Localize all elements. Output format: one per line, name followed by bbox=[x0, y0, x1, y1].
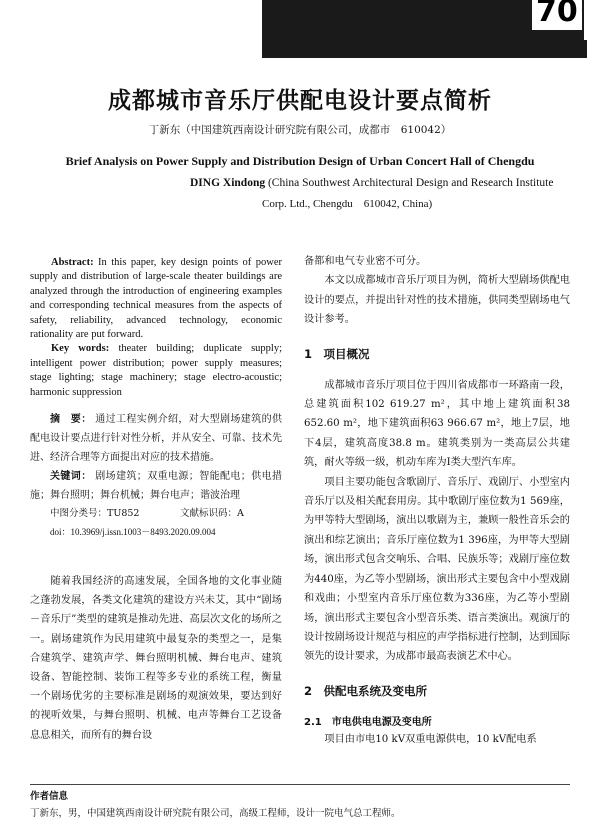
abstract-cn-label: 摘 要： bbox=[50, 414, 92, 426]
abstract-cn-text: 通过工程实例介绍，对大型剧场建筑的供配电设计要点进行针对性分析，并从安全、可靠、技术先进、经济合理等方面提出对应的技术措施。 bbox=[30, 414, 283, 464]
keywords-en-text: theater building; duplicate supply; intelligent power distribution; power supply measures; stage lighting; stage machinery; stage electro-acoustic; harmonic suppression bbox=[30, 343, 283, 398]
abstract-en-label: Abstract: bbox=[51, 257, 94, 268]
doc-code: 文献标识码：A bbox=[180, 508, 244, 520]
abstract-en bbox=[30, 256, 282, 342]
section-2-1-heading: 2.1 市电供电电源及变电所 bbox=[304, 716, 432, 728]
section-1-p2: 项目主要功能包含歌剧厅、音乐厅、戏剧厅、小型室内音乐厅以及相关配套用房。其中歌剧厅座位数为1 569座，为甲等特大型剧场，演出以歌剧为主，兼顾一般性音乐会的演出和综艺演出；音乐厅座位数为1 396座，为甲等大型剧场，演出形式包含交响乐、合唱、民族乐等；戏剧厅座位数为440座，为乙等小型剧场，演出形式主要包含中小型戏剧和戏曲；小型室内音乐厅座位数为336座，为乙等小型剧场，演出形式主要包含小型音乐类、语言类演出。观演厅的设计按剧场设计规范与相应的声学指标进行控制，达到国际领先的设计要求，为成都市最高表演艺术中心。 bbox=[304, 476, 570, 663]
section-2-1-p: 项目由市电10 kV双重电源供电，10 kV配电系 bbox=[324, 733, 537, 745]
abstract-cn bbox=[30, 410, 282, 505]
cont-paragraph: 备都和电气专业密不可分。 bbox=[304, 256, 427, 267]
paper-title-en: Brief Analysis on Power Supply and Distribution Design of Urban Concert Hall of Chengdu bbox=[65, 154, 535, 168]
doi: doi：10.3969/j.issn.1003－8493.2020.09.004 bbox=[50, 527, 216, 538]
keywords-en-label: Key words: bbox=[51, 343, 110, 355]
author-info-label: 作者信息 bbox=[30, 791, 69, 802]
author-cn: 丁新东（中国建筑西南设计研究院有限公司，成都市 610042） bbox=[148, 124, 452, 136]
purpose-paragraph: 本文以成都城市音乐厅项目为例，简析大型剧场供配电设计的要点，并提出针对性的技术措施，供同类型剧场电气设计参考。 bbox=[304, 275, 570, 326]
author-en-affil-2: Corp. Ltd., Chengdu 610042, China) bbox=[262, 198, 433, 210]
class-no: 中图分类号：TU852 bbox=[50, 508, 140, 520]
keywords-cn-label: 关键词： bbox=[50, 471, 92, 483]
section-1-p1: 成都城市音乐厅项目位于四川省成都市一环路南一段，总建筑面积102 619.27 m²，其中地上建筑面积38 652.60 m²，地下建筑面积63 966.67 m²，地上7层，地下4层，建筑高度38.8 m。建筑类别为一类高层公共建筑，耐火等级一级，机动车库为Ⅰ类大型汽车库。 bbox=[304, 379, 570, 469]
footer-divider bbox=[30, 784, 570, 785]
intro-paragraph: 随着我国经济的高速发展，全国各地的文化事业随之蓬勃发展，各类文化建筑的建设方兴未艾，其中“剧场－音乐厅”类型的建筑是推动先进、高层次文化的场所之一。剧场建筑作为民用建筑中最复杂的类型之一，是集合建筑学、建筑声学、舞台照明机械、舞台电声、建筑设备、智能控制、装饰工程等多专业的系统工程，衡量一个剧场优劣的主要标准是剧场的观演效果，要达到好的视听效果，与舞台照明、机械、电声等舞台工艺设备息息相关，而所有的舞台设 bbox=[30, 576, 282, 741]
author-en-name: DING Xindong bbox=[190, 177, 266, 189]
section-1-heading: 1 项目概况 bbox=[304, 346, 370, 361]
author-en-affil-1: (China Southwest Architectural Design and Research Institute bbox=[267, 177, 554, 189]
abstract-en-text: In this paper, key design points of power supply and distribution of large-scale theater buildings are analyzed through the introduction of engineering examples and corresponding technical measures from the aspects of safety, reliability, advanced technology, economic rationality are put forward. bbox=[30, 257, 282, 341]
keywords-cn-text: 剧场建筑；双重电源；智能配电；供电措施；舞台照明；舞台机械；舞台电声；谐波治理 bbox=[30, 471, 283, 502]
left-column bbox=[30, 256, 282, 541]
classification-row bbox=[30, 505, 282, 523]
right-column bbox=[304, 252, 570, 749]
author-info-text: 丁新东，男，中国建筑西南设计研究院有限公司，高级工程师，设计一院电气总工程师。 bbox=[30, 808, 401, 819]
page-number: 70 bbox=[532, 0, 582, 30]
paper-title: 成都城市音乐厅供配电设计要点简析 bbox=[108, 88, 492, 114]
header-tick bbox=[584, 40, 587, 58]
author-en bbox=[190, 177, 553, 189]
section-2-heading: 2 供配电系统及变电所 bbox=[304, 683, 428, 698]
keywords-en bbox=[30, 342, 282, 400]
